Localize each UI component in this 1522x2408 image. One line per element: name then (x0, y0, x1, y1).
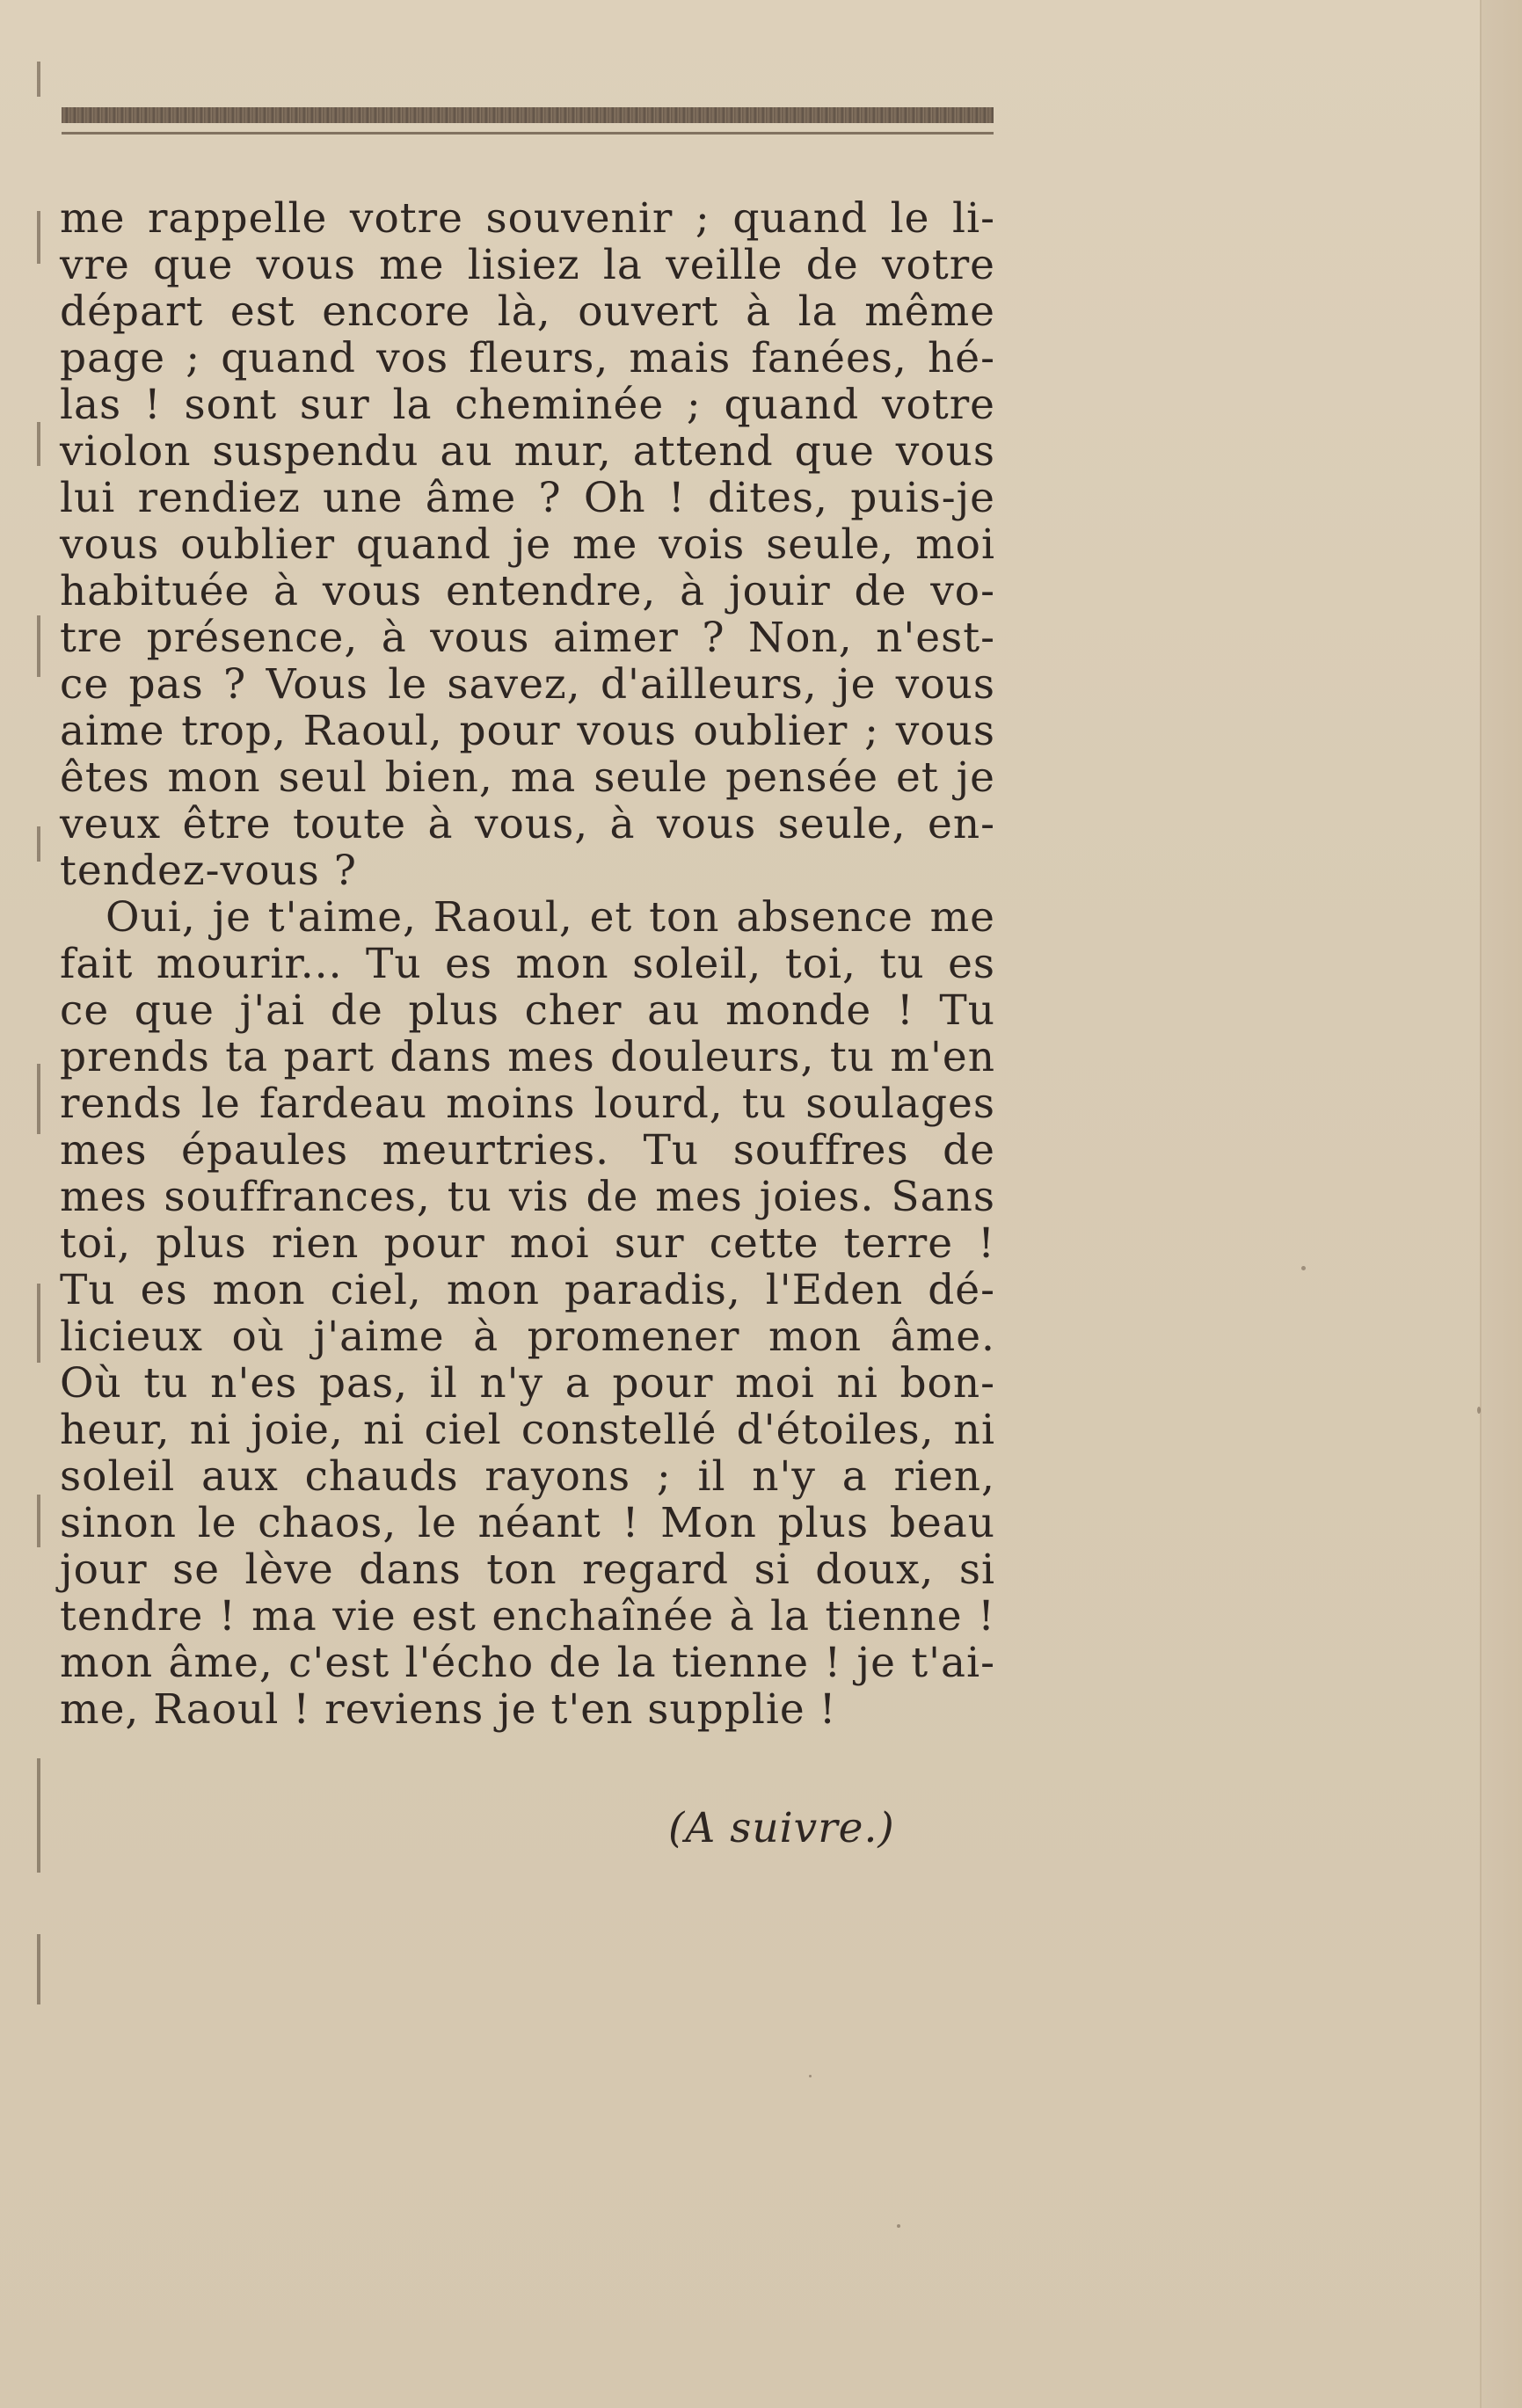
text-line: fait mourir... Tu es mon soleil, toi, tu es (60, 940, 995, 988)
text-line: me rappelle votre souvenir ; quand le li- (60, 194, 995, 243)
text-line: Où tu n'es pas, il n'y a pour moi ni bon- (60, 1359, 995, 1408)
text-line: me, Raoul ! reviens je t'en supplie ! (60, 1685, 837, 1734)
text-line: départ est encore là, ouvert à la même (60, 287, 995, 336)
body-text (60, 195, 995, 1733)
text-line: Oui, je t'aime, Raoul, et ton absence me (106, 893, 995, 942)
text-line: prends ta part dans mes douleurs, tu m'en (60, 1033, 995, 1081)
text-line: Tu es mon ciel, mon paradis, l'Eden dé- (60, 1266, 995, 1314)
text-line: jour se lève dans ton regard si doux, si (60, 1546, 995, 1594)
continued-label (668, 1804, 895, 1852)
paper-speck (809, 2075, 812, 2077)
text-line: vous oublier quand je me vois seule, moi (60, 520, 995, 569)
paper-speck (1477, 1407, 1481, 1414)
page-edge (1480, 0, 1522, 2408)
text-line: soleil aux chauds rayons ; il n'y a rien, (60, 1452, 995, 1501)
text-line: habituée à vous entendre, à jouir de vo- (60, 567, 995, 615)
header-ornament-rule (62, 107, 994, 123)
text-line: êtes mon seul bien, ma seule pensée et je (60, 753, 995, 802)
binding-edge (0, 53, 62, 2163)
paper-speck (1301, 1266, 1306, 1270)
text-line: lui rendiez une âme ? Oh ! dites, puis-je (60, 474, 995, 522)
text-line: licieux où j'aime à promener mon âme. (60, 1313, 995, 1361)
text-line: tendez-vous ? (60, 847, 357, 895)
text-line: ce pas ? Vous le savez, d'ailleurs, je vous (60, 660, 995, 709)
text-line: vre que vous me lisiez la veille de votre (60, 241, 995, 289)
text-line: mes épaules meurtries. Tu souffres de (60, 1126, 995, 1175)
paper-speck (897, 2224, 900, 2228)
text-line: mon âme, c'est l'écho de la tienne ! je t'ai- (60, 1639, 995, 1687)
text-line: violon suspendu au mur, attend que vous (60, 427, 995, 476)
text-line: page ; quand vos fleurs, mais fanées, hé- (60, 334, 995, 382)
text-line: mes souffrances, tu vis de mes joies. Sans (60, 1173, 995, 1221)
text-line: toi, plus rien pour moi sur cette terre ! (60, 1219, 995, 1268)
header-thin-rule (62, 132, 994, 135)
text-line: tendre ! ma vie est enchaînée à la tienne ! (60, 1592, 995, 1640)
text-line: heur, ni joie, ni ciel constellé d'étoiles, ni (60, 1406, 995, 1454)
text-line: las ! sont sur la cheminée ; quand votre (60, 381, 995, 429)
text-line: ce que j'ai de plus cher au monde ! Tu (60, 986, 995, 1035)
continued-text: (A suivre.) (668, 1804, 895, 1852)
text-line: sinon le chaos, le néant ! Mon plus beau (60, 1499, 995, 1547)
text-line: rends le fardeau moins lourd, tu soulages (60, 1080, 995, 1128)
text-line: tre présence, à vous aimer ? Non, n'est- (60, 614, 995, 662)
text-line: aime trop, Raoul, pour vous oublier ; vous (60, 707, 995, 755)
text-line: veux être toute à vous, à vous seule, en- (60, 800, 995, 848)
